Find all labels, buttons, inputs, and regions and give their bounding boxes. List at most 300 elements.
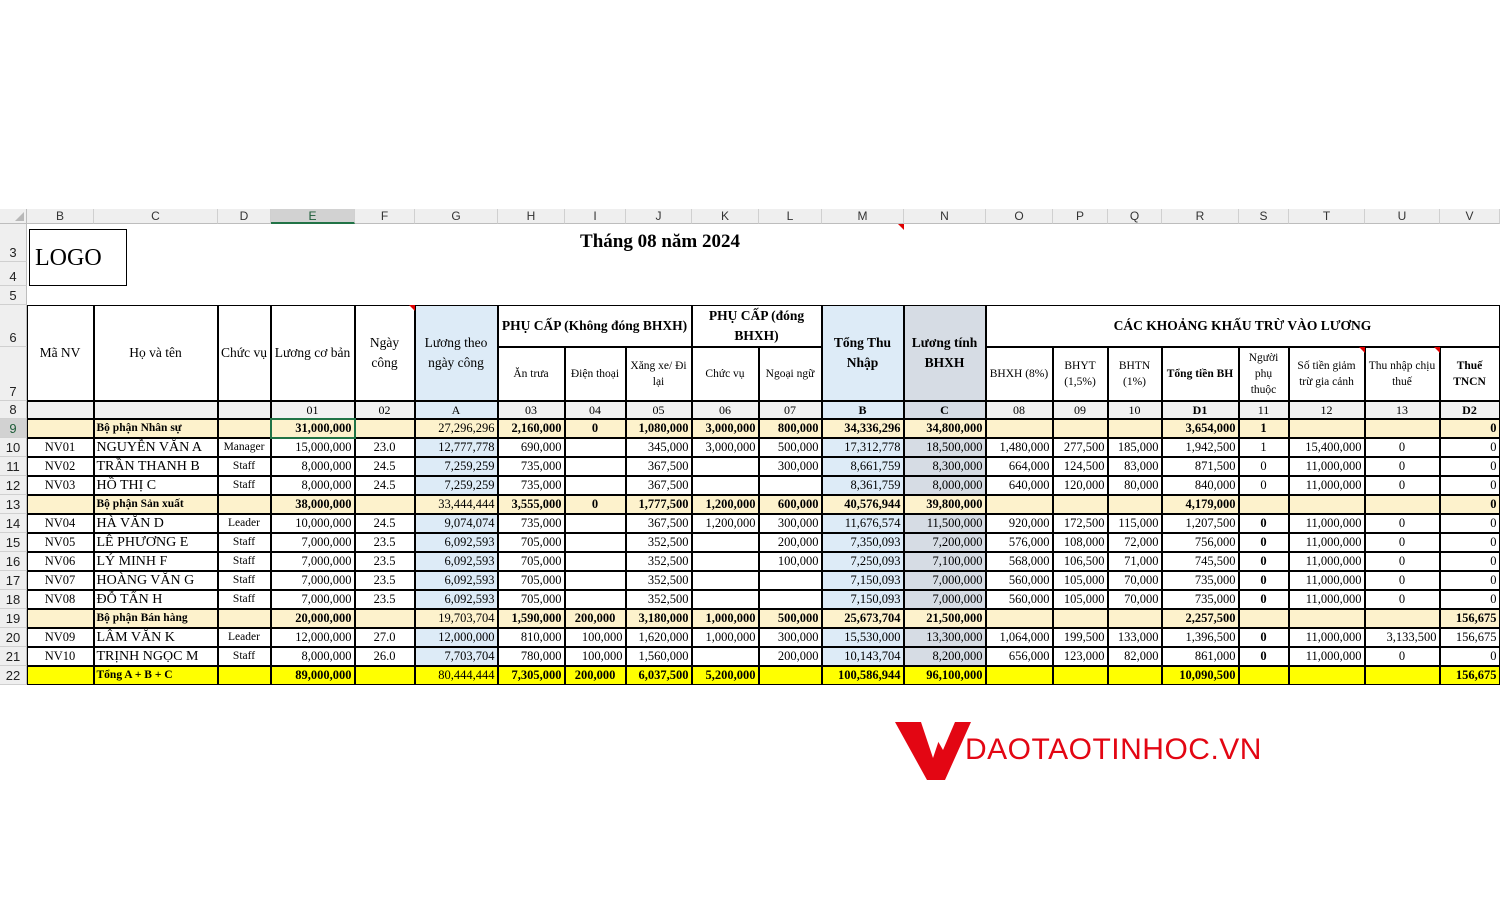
table-cell[interactable]: 300,000	[759, 628, 822, 647]
group-cell[interactable]: 2,160,000	[498, 419, 565, 438]
table-cell[interactable]: 11,676,574	[822, 514, 904, 533]
select-all-corner[interactable]	[0, 209, 27, 224]
table-cell[interactable]: Staff	[218, 590, 271, 609]
table-cell[interactable]: 367,500	[626, 476, 692, 495]
table-cell[interactable]: 6,092,593	[415, 533, 498, 552]
table-cell[interactable]: 8,361,759	[822, 476, 904, 495]
table-cell[interactable]: 1,480,000	[986, 438, 1053, 457]
comment-indicator-icon[interactable]	[409, 305, 415, 311]
table-cell[interactable]: 7,259,259	[415, 457, 498, 476]
group-cell[interactable]: 1,590,000	[498, 609, 565, 628]
table-cell[interactable]: 576,000	[986, 533, 1053, 552]
table-cell[interactable]: 0	[1440, 552, 1500, 571]
total-cell[interactable]: 96,100,000	[904, 666, 986, 685]
table-cell[interactable]: 71,000	[1108, 552, 1162, 571]
table-cell[interactable]	[565, 457, 626, 476]
group-cell[interactable]	[355, 419, 415, 438]
table-cell[interactable]: Leader	[218, 628, 271, 647]
table-cell[interactable]: 72,000	[1108, 533, 1162, 552]
table-cell[interactable]: 185,000	[1108, 438, 1162, 457]
column-header-H[interactable]: H	[498, 209, 565, 224]
row-header-10[interactable]: 10	[0, 438, 27, 457]
table-cell[interactable]: 0	[1239, 533, 1289, 552]
table-cell[interactable]: 6,092,593	[415, 590, 498, 609]
group-cell[interactable]	[355, 609, 415, 628]
column-header-D[interactable]: D	[218, 209, 271, 224]
group-cell[interactable]: 0	[565, 495, 626, 514]
group-cell[interactable]	[218, 609, 271, 628]
total-cell[interactable]	[1289, 666, 1365, 685]
group-cell[interactable]: 200,000	[565, 609, 626, 628]
column-header-E[interactable]: E	[271, 209, 355, 224]
group-cell[interactable]	[27, 495, 94, 514]
table-cell[interactable]: 0	[1239, 476, 1289, 495]
group-cell[interactable]: 20,000,000	[271, 609, 355, 628]
column-header-J[interactable]: J	[626, 209, 692, 224]
table-cell[interactable]	[759, 571, 822, 590]
table-cell[interactable]: NV02	[27, 457, 94, 476]
group-cell[interactable]	[218, 495, 271, 514]
table-cell[interactable]: 300,000	[759, 457, 822, 476]
total-cell[interactable]	[355, 666, 415, 685]
table-cell[interactable]: 105,000	[1053, 590, 1108, 609]
table-cell[interactable]: 26.0	[355, 647, 415, 666]
table-cell[interactable]: 9,074,074	[415, 514, 498, 533]
table-cell[interactable]: 18,500,000	[904, 438, 986, 457]
group-cell[interactable]: 39,800,000	[904, 495, 986, 514]
group-cell[interactable]	[986, 495, 1053, 514]
table-cell[interactable]: Staff	[218, 647, 271, 666]
table-cell[interactable]	[565, 590, 626, 609]
table-cell[interactable]: 735,000	[498, 514, 565, 533]
row-header-15[interactable]: 15	[0, 533, 27, 552]
table-cell[interactable]: 7,250,093	[822, 552, 904, 571]
table-cell[interactable]: 11,500,000	[904, 514, 986, 533]
table-cell[interactable]	[759, 590, 822, 609]
table-cell[interactable]: 705,000	[498, 533, 565, 552]
table-cell[interactable]: 7,150,093	[822, 590, 904, 609]
group-cell[interactable]: 800,000	[759, 419, 822, 438]
table-cell[interactable]: 11,000,000	[1289, 533, 1365, 552]
table-cell[interactable]: 1,207,500	[1162, 514, 1239, 533]
group-cell[interactable]: 500,000	[759, 609, 822, 628]
table-cell[interactable]: Manager	[218, 438, 271, 457]
group-cell[interactable]	[355, 495, 415, 514]
table-cell[interactable]: 560,000	[986, 571, 1053, 590]
table-cell[interactable]: 23.0	[355, 438, 415, 457]
table-cell[interactable]: 106,500	[1053, 552, 1108, 571]
column-header-P[interactable]: P	[1053, 209, 1108, 224]
column-header-K[interactable]: K	[692, 209, 759, 224]
group-cell[interactable]: 3,654,000	[1162, 419, 1239, 438]
table-cell[interactable]: 13,300,000	[904, 628, 986, 647]
group-cell[interactable]: Bộ phận Nhân sự	[94, 419, 218, 438]
total-cell[interactable]	[1239, 666, 1289, 685]
row-header-17[interactable]: 17	[0, 571, 27, 590]
total-cell[interactable]	[759, 666, 822, 685]
table-cell[interactable]: 0	[1440, 571, 1500, 590]
total-cell[interactable]	[1053, 666, 1108, 685]
total-cell[interactable]: 156,675	[1440, 666, 1500, 685]
group-cell[interactable]	[1108, 419, 1162, 438]
column-header-V[interactable]: V	[1440, 209, 1500, 224]
table-cell[interactable]	[692, 647, 759, 666]
table-cell[interactable]: 560,000	[986, 590, 1053, 609]
table-cell[interactable]: 70,000	[1108, 571, 1162, 590]
table-cell[interactable]: 11,000,000	[1289, 571, 1365, 590]
column-header-M[interactable]: M	[822, 209, 904, 224]
column-header-N[interactable]: N	[904, 209, 986, 224]
table-cell[interactable]: 7,000,000	[271, 590, 355, 609]
table-cell[interactable]: 108,000	[1053, 533, 1108, 552]
total-cell[interactable]: 5,200,000	[692, 666, 759, 685]
row-header-9[interactable]: 9	[0, 419, 27, 438]
spreadsheet-grid[interactable]	[0, 209, 1500, 691]
group-cell[interactable]: Bộ phận Sản xuất	[94, 495, 218, 514]
table-cell[interactable]: 7,259,259	[415, 476, 498, 495]
column-header-S[interactable]: S	[1239, 209, 1289, 224]
table-cell[interactable]: 11,000,000	[1289, 457, 1365, 476]
table-cell[interactable]: 1,396,500	[1162, 628, 1239, 647]
table-cell[interactable]: 8,000,000	[271, 476, 355, 495]
table-cell[interactable]: 8,200,000	[904, 647, 986, 666]
table-cell[interactable]: 1,000,000	[692, 628, 759, 647]
table-cell[interactable]: 0	[1365, 590, 1440, 609]
table-cell[interactable]: 23.5	[355, 552, 415, 571]
group-cell[interactable]: 156,675	[1440, 609, 1500, 628]
table-cell[interactable]: NGUYỄN VĂN A	[94, 438, 218, 457]
group-cell[interactable]	[1289, 609, 1365, 628]
table-cell[interactable]: 10,143,704	[822, 647, 904, 666]
table-cell[interactable]: Staff	[218, 476, 271, 495]
table-cell[interactable]: NV03	[27, 476, 94, 495]
row-header-3[interactable]: 3	[0, 224, 27, 262]
table-cell[interactable]: 0	[1239, 647, 1289, 666]
group-cell[interactable]	[986, 419, 1053, 438]
column-header-Q[interactable]: Q	[1108, 209, 1162, 224]
table-cell[interactable]: TRỊNH NGỌC M	[94, 647, 218, 666]
table-cell[interactable]: 24.5	[355, 457, 415, 476]
table-cell[interactable]	[692, 590, 759, 609]
group-cell[interactable]	[1365, 419, 1440, 438]
table-cell[interactable]: 6,092,593	[415, 571, 498, 590]
table-cell[interactable]: 8,000,000	[904, 476, 986, 495]
row-header-19[interactable]: 19	[0, 609, 27, 628]
table-cell[interactable]: 568,000	[986, 552, 1053, 571]
total-cell[interactable]	[1365, 666, 1440, 685]
group-cell[interactable]	[1239, 495, 1289, 514]
row-header-22[interactable]: 22	[0, 666, 27, 685]
table-cell[interactable]: 80,000	[1108, 476, 1162, 495]
group-cell[interactable]: 40,576,944	[822, 495, 904, 514]
group-cell[interactable]: 1,777,500	[626, 495, 692, 514]
column-header-O[interactable]: O	[986, 209, 1053, 224]
group-cell[interactable]: 3,180,000	[626, 609, 692, 628]
row-header-14[interactable]: 14	[0, 514, 27, 533]
table-cell[interactable]: HOÀNG VĂN G	[94, 571, 218, 590]
table-cell[interactable]: 200,000	[759, 533, 822, 552]
column-header-I[interactable]: I	[565, 209, 626, 224]
table-cell[interactable]: 6,092,593	[415, 552, 498, 571]
table-cell[interactable]: 200,000	[759, 647, 822, 666]
table-cell[interactable]: NV06	[27, 552, 94, 571]
group-cell[interactable]	[218, 419, 271, 438]
table-cell[interactable]: 705,000	[498, 552, 565, 571]
total-cell[interactable]: 100,586,944	[822, 666, 904, 685]
table-cell[interactable]: 0	[1239, 552, 1289, 571]
table-cell[interactable]: 115,000	[1108, 514, 1162, 533]
group-cell[interactable]: 600,000	[759, 495, 822, 514]
table-cell[interactable]	[692, 476, 759, 495]
table-cell[interactable]: 12,000,000	[271, 628, 355, 647]
column-header-G[interactable]: G	[415, 209, 498, 224]
table-cell[interactable]: 735,000	[1162, 590, 1239, 609]
table-cell[interactable]: 120,000	[1053, 476, 1108, 495]
table-cell[interactable]: 123,000	[1053, 647, 1108, 666]
table-cell[interactable]: 24.5	[355, 514, 415, 533]
group-cell[interactable]: Bộ phận Bán hàng	[94, 609, 218, 628]
table-cell[interactable]: 172,500	[1053, 514, 1108, 533]
table-cell[interactable]: 0	[1365, 438, 1440, 457]
table-cell[interactable]: 664,000	[986, 457, 1053, 476]
group-cell[interactable]: 25,673,704	[822, 609, 904, 628]
table-cell[interactable]: 690,000	[498, 438, 565, 457]
row-header-7[interactable]: 7	[0, 347, 27, 401]
row-header-6[interactable]: 6	[0, 305, 27, 347]
row-header-5[interactable]: 5	[0, 286, 27, 305]
table-cell[interactable]: 3,133,500	[1365, 628, 1440, 647]
table-cell[interactable]: 12,777,778	[415, 438, 498, 457]
table-cell[interactable]: 0	[1365, 647, 1440, 666]
table-cell[interactable]: NV07	[27, 571, 94, 590]
table-cell[interactable]: 70,000	[1108, 590, 1162, 609]
table-cell[interactable]: 23.5	[355, 590, 415, 609]
table-cell[interactable]: HÀ VĂN D	[94, 514, 218, 533]
table-cell[interactable]: 0	[1440, 457, 1500, 476]
group-cell[interactable]: 33,444,444	[415, 495, 498, 514]
group-cell[interactable]: 4,179,000	[1162, 495, 1239, 514]
table-cell[interactable]: 861,000	[1162, 647, 1239, 666]
group-cell[interactable]	[1108, 495, 1162, 514]
table-cell[interactable]: 156,675	[1440, 628, 1500, 647]
group-cell[interactable]	[27, 609, 94, 628]
table-cell[interactable]: 11,000,000	[1289, 552, 1365, 571]
column-header-U[interactable]: U	[1365, 209, 1440, 224]
table-cell[interactable]: 756,000	[1162, 533, 1239, 552]
table-cell[interactable]: 735,000	[498, 457, 565, 476]
column-header-T[interactable]: T	[1289, 209, 1365, 224]
table-cell[interactable]: 100,000	[565, 647, 626, 666]
group-cell[interactable]: 34,336,296	[822, 419, 904, 438]
table-cell[interactable]: 15,000,000	[271, 438, 355, 457]
column-header-R[interactable]: R	[1162, 209, 1239, 224]
table-cell[interactable]	[565, 571, 626, 590]
table-cell[interactable]: 735,000	[1162, 571, 1239, 590]
group-cell[interactable]	[1365, 609, 1440, 628]
group-cell[interactable]: 1,000,000	[692, 609, 759, 628]
table-cell[interactable]: 367,500	[626, 457, 692, 476]
table-cell[interactable]: 11,000,000	[1289, 647, 1365, 666]
table-cell[interactable]: 0	[1440, 533, 1500, 552]
table-cell[interactable]	[692, 457, 759, 476]
group-cell[interactable]	[1108, 609, 1162, 628]
table-cell[interactable]	[565, 514, 626, 533]
table-cell[interactable]: 352,500	[626, 571, 692, 590]
table-cell[interactable]: 17,312,778	[822, 438, 904, 457]
table-cell[interactable]: 780,000	[498, 647, 565, 666]
group-cell[interactable]: 1,200,000	[692, 495, 759, 514]
table-cell[interactable]: 705,000	[498, 590, 565, 609]
table-cell[interactable]: 0	[1365, 552, 1440, 571]
table-cell[interactable]: 300,000	[759, 514, 822, 533]
total-cell[interactable]: 7,305,000	[498, 666, 565, 685]
total-cell[interactable]	[27, 666, 94, 685]
table-cell[interactable]: 277,500	[1053, 438, 1108, 457]
table-cell[interactable]: 0	[1440, 647, 1500, 666]
table-cell[interactable]: 105,000	[1053, 571, 1108, 590]
table-cell[interactable]: 199,500	[1053, 628, 1108, 647]
table-cell[interactable]: 15,530,000	[822, 628, 904, 647]
table-cell[interactable]: 1,560,000	[626, 647, 692, 666]
table-cell[interactable]: 100,000	[759, 552, 822, 571]
table-cell[interactable]: 0	[1239, 514, 1289, 533]
group-cell[interactable]: 1	[1239, 419, 1289, 438]
group-cell[interactable]	[1053, 419, 1108, 438]
table-cell[interactable]: NV08	[27, 590, 94, 609]
table-cell[interactable]: Leader	[218, 514, 271, 533]
group-cell[interactable]: 3,555,000	[498, 495, 565, 514]
table-cell[interactable]: 7,000,000	[904, 590, 986, 609]
table-cell[interactable]: 0	[1440, 438, 1500, 457]
table-cell[interactable]: 8,300,000	[904, 457, 986, 476]
column-header-C[interactable]: C	[94, 209, 218, 224]
table-cell[interactable]: Staff	[218, 533, 271, 552]
table-cell[interactable]: LÊ PHƯƠNG E	[94, 533, 218, 552]
column-header-F[interactable]: F	[355, 209, 415, 224]
table-cell[interactable]: Staff	[218, 571, 271, 590]
group-cell[interactable]	[1053, 495, 1108, 514]
table-cell[interactable]	[565, 476, 626, 495]
group-cell[interactable]	[1289, 495, 1365, 514]
table-cell[interactable]: 745,500	[1162, 552, 1239, 571]
group-cell[interactable]: 0	[565, 419, 626, 438]
table-cell[interactable]	[692, 533, 759, 552]
group-cell[interactable]: 2,257,500	[1162, 609, 1239, 628]
table-cell[interactable]: 8,661,759	[822, 457, 904, 476]
table-cell[interactable]: 0	[1440, 514, 1500, 533]
row-header-21[interactable]: 21	[0, 647, 27, 666]
table-cell[interactable]: 367,500	[626, 514, 692, 533]
table-cell[interactable]: 7,350,093	[822, 533, 904, 552]
table-cell[interactable]: 10,000,000	[271, 514, 355, 533]
total-cell[interactable]: 80,444,444	[415, 666, 498, 685]
table-cell[interactable]: 133,000	[1108, 628, 1162, 647]
comment-indicator-icon[interactable]	[898, 224, 904, 230]
table-cell[interactable]: 83,000	[1108, 457, 1162, 476]
table-cell[interactable]: 7,000,000	[904, 571, 986, 590]
table-cell[interactable]: 352,500	[626, 552, 692, 571]
table-cell[interactable]: 0	[1440, 476, 1500, 495]
table-cell[interactable]: 23.5	[355, 571, 415, 590]
row-header-13[interactable]: 13	[0, 495, 27, 514]
row-header-4[interactable]: 4	[0, 262, 27, 286]
table-cell[interactable]: 7,000,000	[271, 571, 355, 590]
table-cell[interactable]: 27.0	[355, 628, 415, 647]
table-cell[interactable]: 0	[1440, 590, 1500, 609]
table-cell[interactable]: NV04	[27, 514, 94, 533]
table-cell[interactable]: NV10	[27, 647, 94, 666]
group-cell[interactable]: 0	[1440, 419, 1500, 438]
table-cell[interactable]	[692, 571, 759, 590]
table-cell[interactable]	[759, 476, 822, 495]
group-cell[interactable]	[986, 609, 1053, 628]
table-cell[interactable]: 7,200,000	[904, 533, 986, 552]
group-cell[interactable]: 21,500,000	[904, 609, 986, 628]
table-cell[interactable]: 0	[1239, 628, 1289, 647]
table-cell[interactable]: ĐỖ TẤN H	[94, 590, 218, 609]
table-cell[interactable]: Staff	[218, 457, 271, 476]
table-cell[interactable]: 7,150,093	[822, 571, 904, 590]
group-cell[interactable]: 1,080,000	[626, 419, 692, 438]
table-cell[interactable]: 810,000	[498, 628, 565, 647]
total-cell[interactable]	[1108, 666, 1162, 685]
group-cell[interactable]	[1053, 609, 1108, 628]
total-cell[interactable]	[986, 666, 1053, 685]
table-cell[interactable]: LÂM VĂN K	[94, 628, 218, 647]
table-cell[interactable]: LÝ MINH F	[94, 552, 218, 571]
active-cell-E9[interactable]	[270, 418, 356, 439]
group-cell[interactable]: 38,000,000	[271, 495, 355, 514]
table-cell[interactable]	[565, 438, 626, 457]
table-cell[interactable]: 500,000	[759, 438, 822, 457]
table-cell[interactable]: 0	[1365, 476, 1440, 495]
table-cell[interactable]: 871,500	[1162, 457, 1239, 476]
total-cell[interactable]	[218, 666, 271, 685]
table-cell[interactable]: 8,000,000	[271, 647, 355, 666]
group-cell[interactable]: 31,000,000	[271, 419, 355, 438]
table-cell[interactable]: HỒ THỊ C	[94, 476, 218, 495]
table-cell[interactable]: 1	[1239, 438, 1289, 457]
table-cell[interactable]: 8,000,000	[271, 457, 355, 476]
comment-indicator-icon[interactable]	[1434, 347, 1440, 353]
row-header-16[interactable]: 16	[0, 552, 27, 571]
table-cell[interactable]: 0	[1365, 571, 1440, 590]
total-cell[interactable]: 6,037,500	[626, 666, 692, 685]
table-cell[interactable]: 11,000,000	[1289, 628, 1365, 647]
table-cell[interactable]: 23.5	[355, 533, 415, 552]
table-cell[interactable]: 11,000,000	[1289, 514, 1365, 533]
column-header-B[interactable]: B	[27, 209, 94, 224]
table-cell[interactable]	[692, 552, 759, 571]
table-cell[interactable]: NV01	[27, 438, 94, 457]
row-header-12[interactable]: 12	[0, 476, 27, 495]
table-cell[interactable]: Staff	[218, 552, 271, 571]
column-header-L[interactable]: L	[759, 209, 822, 224]
table-cell[interactable]: 840,000	[1162, 476, 1239, 495]
total-cell[interactable]: Tổng A + B + C	[94, 666, 218, 685]
table-cell[interactable]: 1,620,000	[626, 628, 692, 647]
table-cell[interactable]: 640,000	[986, 476, 1053, 495]
total-cell[interactable]: 10,090,500	[1162, 666, 1239, 685]
total-cell[interactable]: 200,000	[565, 666, 626, 685]
table-cell[interactable]: 24.5	[355, 476, 415, 495]
group-cell[interactable]: 27,296,296	[415, 419, 498, 438]
table-cell[interactable]: 7,703,704	[415, 647, 498, 666]
table-cell[interactable]: 7,000,000	[271, 533, 355, 552]
group-cell[interactable]	[1239, 609, 1289, 628]
table-cell[interactable]: 7,100,000	[904, 552, 986, 571]
table-cell[interactable]: 1,064,000	[986, 628, 1053, 647]
